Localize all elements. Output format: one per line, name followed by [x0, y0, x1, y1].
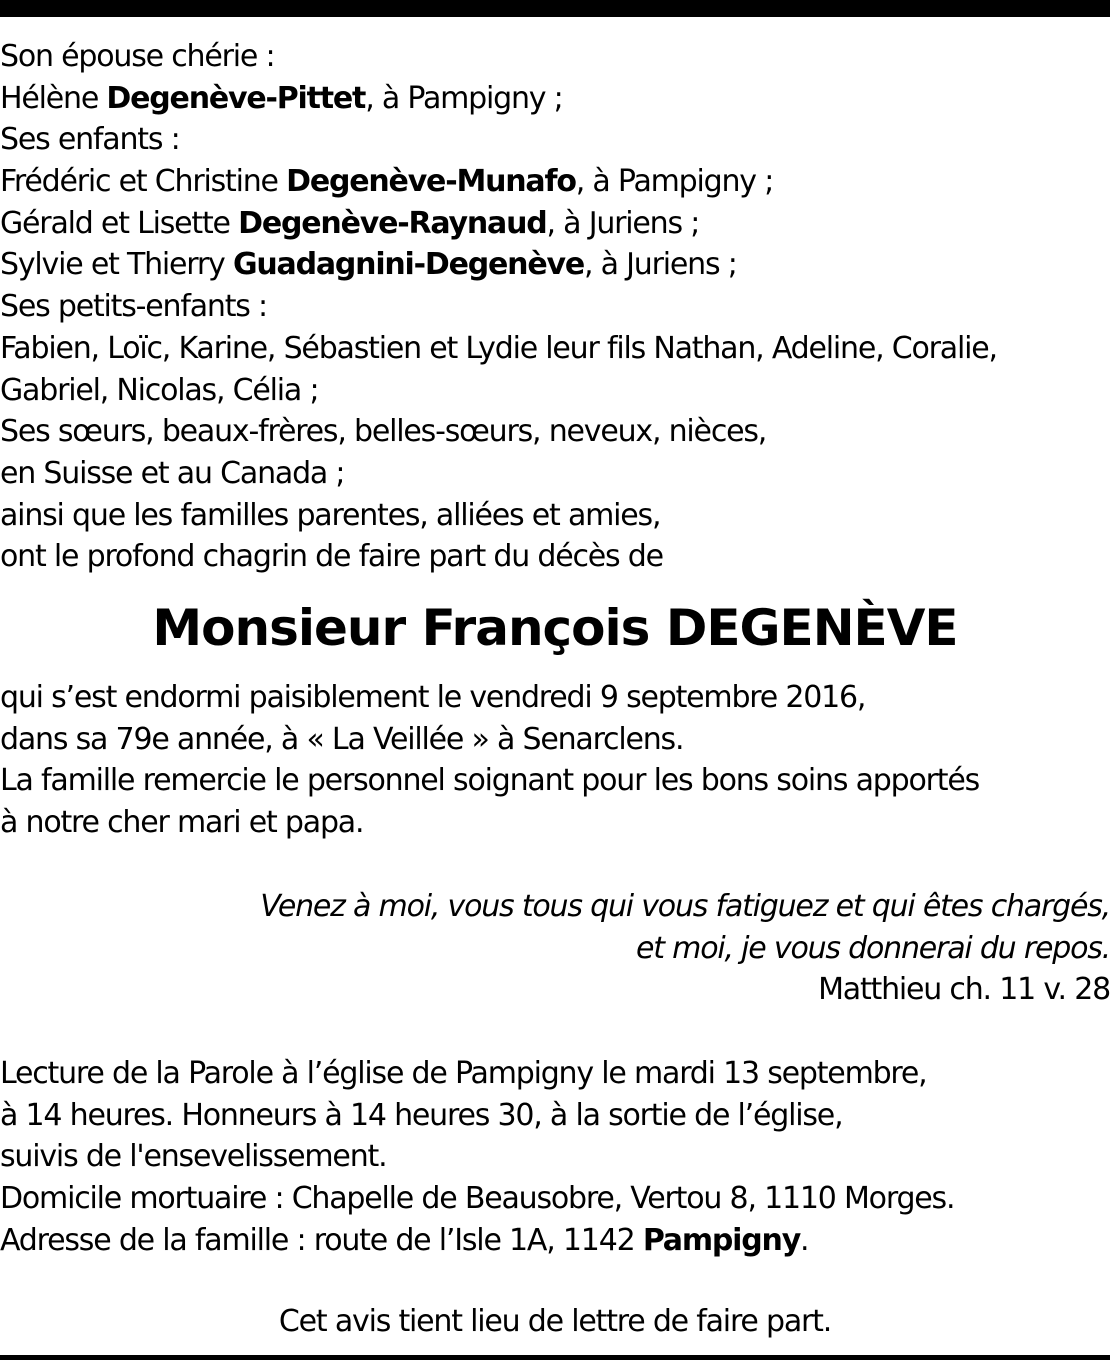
- spouse-label: Son épouse chérie :: [0, 39, 275, 74]
- ceremony-info: [0, 1053, 1110, 1261]
- families-line: ainsi que les familles parentes, alliées et amies,: [0, 497, 661, 533]
- ceremony-line: suivis de l'ensevelissement.: [0, 1139, 387, 1175]
- address-town: Pampigny: [642, 1222, 801, 1258]
- relatives-line: Ses sœurs, beaux-frères, belles-sœurs, neveux, nièces,: [0, 414, 767, 450]
- details-line: qui s’est endormi paisiblement le vendredi 9 septembre 2016,: [0, 680, 866, 715]
- grandchildren-line: Gabriel, Nicolas, Célia ;: [0, 372, 319, 408]
- family-list: [0, 36, 1110, 578]
- child-surname: Degenève-Raynaud: [238, 205, 547, 241]
- deceased-name: Monsieur François DEGENÈVE: [152, 599, 958, 657]
- children-label: Ses enfants :: [0, 122, 180, 158]
- details-line: à notre cher mari et papa.: [0, 805, 364, 841]
- child-line: Sylvie et Thierry Guadagnini-Degenève, à Juriens ;: [0, 247, 737, 283]
- death-details: [0, 677, 1110, 844]
- bible-verse: [0, 886, 1110, 1011]
- grandchildren-label: Ses petits-enfants :: [0, 289, 267, 325]
- top-border: [0, 0, 1110, 17]
- details-line: dans sa 79e année, à « La Veillée » à Senarclens.: [0, 721, 684, 757]
- grandchildren-line: Fabien, Loïc, Karine, Sébastien et Lydie leur fils Nathan, Adeline, Coralie,: [0, 330, 997, 366]
- mortuary-line: Domicile mortuaire : Chapelle de Beausobre, Vertou 8, 1110 Morges.: [0, 1181, 955, 1217]
- verse-line: Venez à moi, vous tous qui vous fatiguez et qui êtes chargés,: [260, 889, 1110, 924]
- family-address: Adresse de la famille : route de l’Isle 1A, 1142 Pampigny.: [0, 1222, 809, 1258]
- bottom-border: [0, 1355, 1110, 1360]
- child-surname: Degenève-Munafo: [286, 164, 576, 200]
- child-line: Frédéric et Christine Degenève-Munafo, à Pampigny ;: [0, 164, 774, 200]
- ceremony-line: à 14 heures. Honneurs à 14 heures 30, à la sortie de l’église,: [0, 1097, 843, 1133]
- ceremony-line: Lecture de la Parole à l’église de Pampigny le mardi 13 septembre,: [0, 1056, 927, 1091]
- closing-note: Cet avis tient lieu de lettre de faire part.: [278, 1304, 832, 1339]
- details-line: La famille remercie le personnel soignant pour les bons soins apportés: [0, 763, 980, 799]
- verse-reference: Matthieu ch. 11 v. 28: [818, 972, 1110, 1008]
- spouse-line: Hélène Degenève-Pittet, à Pampigny ;: [0, 80, 563, 116]
- announcement-line: ont le profond chagrin de faire part du décès de: [0, 539, 663, 575]
- spouse-surname: Degenève-Pittet: [106, 80, 366, 116]
- child-line: Gérald et Lisette Degenève-Raynaud, à Juriens ;: [0, 205, 700, 241]
- verse-line: et moi, je vous donnerai du repos.: [636, 930, 1110, 966]
- child-surname: Guadagnini-Degenève: [232, 247, 584, 283]
- relatives-line: en Suisse et au Canada ;: [0, 455, 345, 491]
